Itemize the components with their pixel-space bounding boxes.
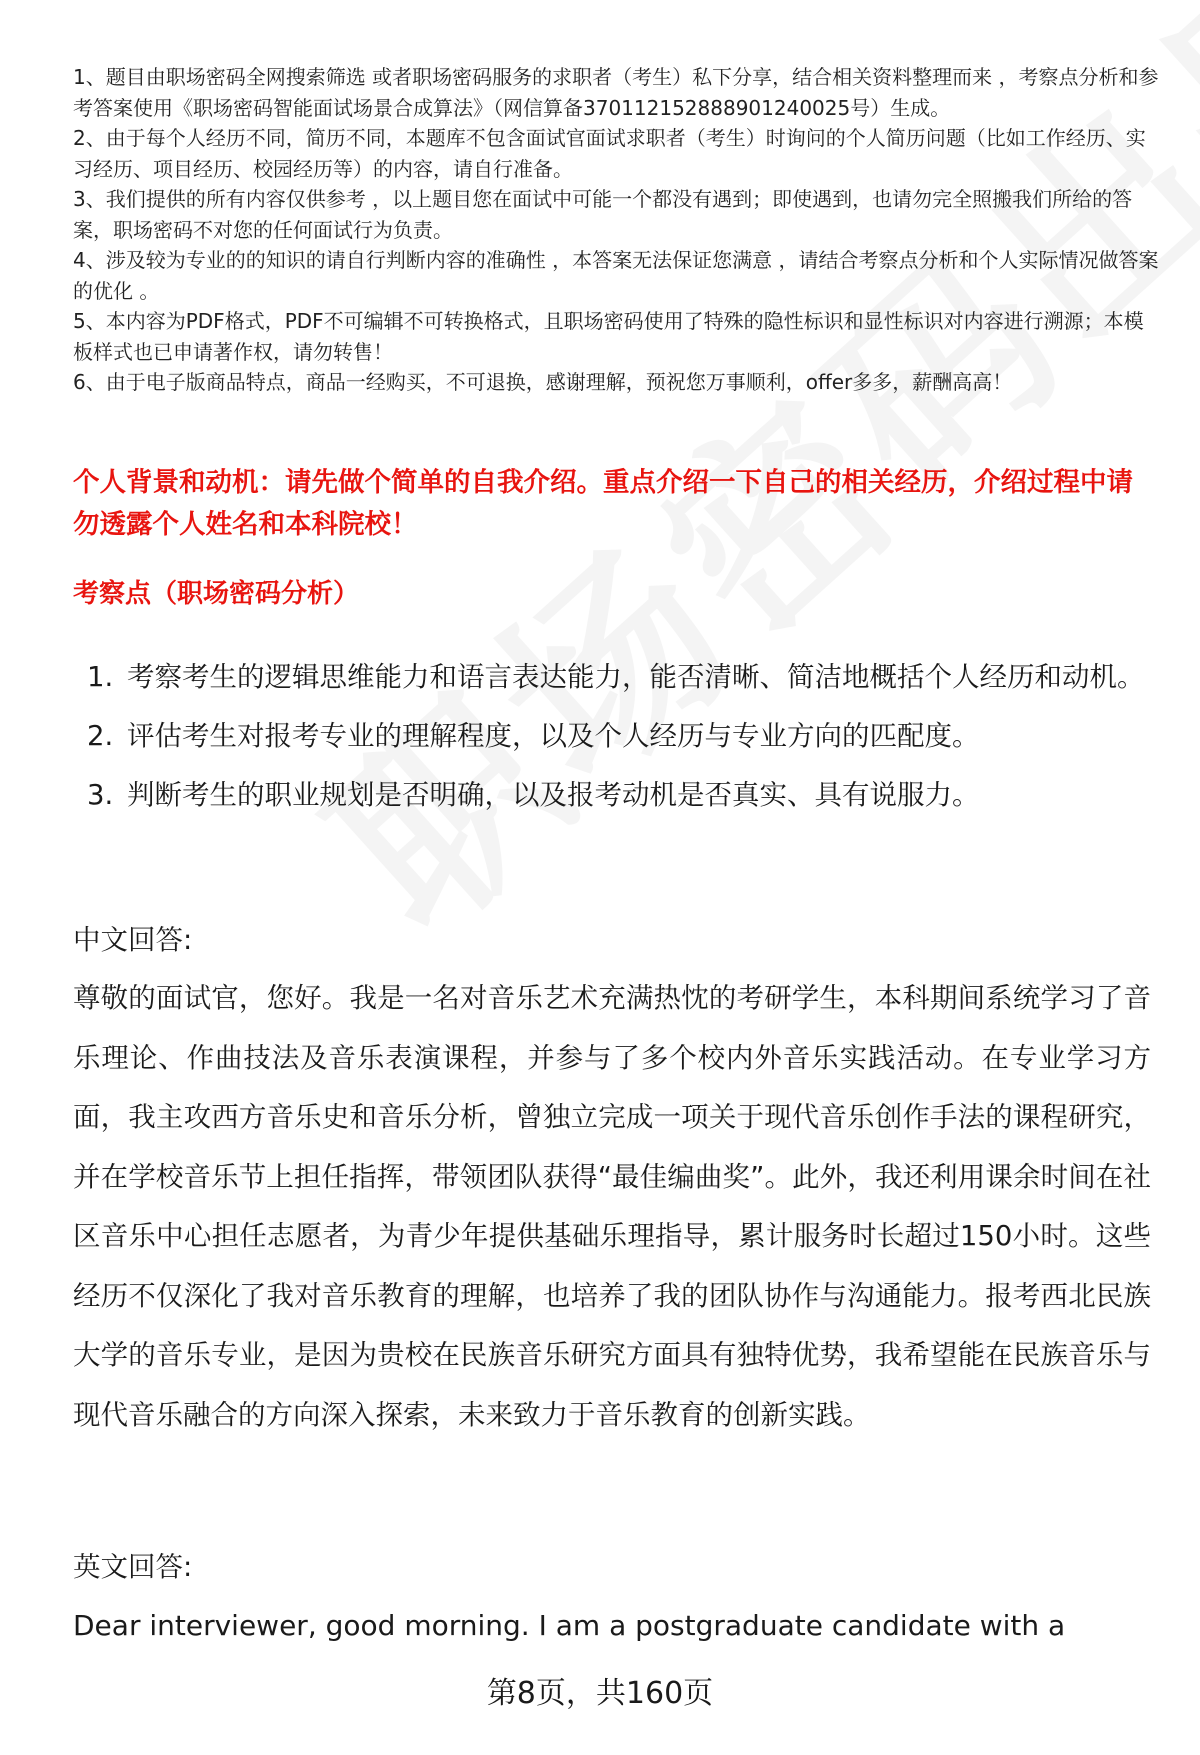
english-answer-text: Dear interviewer, good morning. I am a postgraduate candidate with a bbox=[73, 1609, 1066, 1642]
point-number: 2. bbox=[87, 720, 114, 752]
point-number: 1. bbox=[87, 661, 114, 693]
point-text: 评估考生对报考专业的理解程度，以及个人经历与专业方向的匹配度。 bbox=[127, 720, 980, 752]
chinese-answer-text: 尊敬的面试官，您好。我是一名对音乐艺术充满热忱的考研学生，本科期间系统学习了音乐理论、作曲技法及音乐表演课程，并参与了多个校内外音乐实践活动。在专业学习方面，我主攻西方音乐史和音乐分析，曾独立完成一项关于现代音乐创作手法的课程研究，并在学校音乐节上担任指挥，带领团队获得“最佳编曲奖”。此外，我还利用课余时间在社区音乐中心担任志愿者，为青少年提供基础乐理指导，累计服务时长超过150小时。这些经历不仅深化了我对音乐教育的理解，也培养了我的团队协作与沟通能力。报考西北民族大学的音乐专业，是因为贵校在民族音乐研究方面具有独特优势，我希望能在民族音乐与现代音乐融合的方向深入探索，未来致力于音乐教育的创新实践。 bbox=[73, 982, 1151, 1431]
analysis-point bbox=[73, 648, 1153, 707]
interview-question: 个人背景和动机：请先做个简单的自我介绍。重点介绍一下自己的相关经历，介绍过程中请勿透露个人姓名和本科院校！ bbox=[73, 467, 1133, 540]
note-item: 1、题目由职场密码全网搜索筛选 或者职场密码服务的求职者（考生）私下分享，结合相关资料整理而来 ，考察点分析和参考答案使用《职场密码智能面试场景合成算法》（网信算备370112152888901240025号）生成。 bbox=[73, 65, 1159, 120]
point-text: 判断考生的职业规划是否明确，以及报考动机是否真实、具有说服力。 bbox=[127, 779, 980, 811]
chinese-answer-label: 中文回答: bbox=[73, 924, 193, 956]
note-item: 5、本内容为PDF格式，PDF不可编辑不可转换格式，且职场密码使用了特殊的隐性标识和显性标识对内容进行溯源；本模板样式也已申请著作权，请勿转售！ bbox=[73, 309, 1144, 364]
analysis-point bbox=[73, 707, 1153, 766]
point-number: 3. bbox=[87, 779, 114, 811]
disclaimer-notes bbox=[73, 62, 1163, 398]
english-answer-label: 英文回答: bbox=[73, 1551, 193, 1583]
note-item: 6、由于电子版商品特点，商品一经购买，不可退换，感谢理解，预祝您万事顺利，offer多多，薪酬高高！ bbox=[73, 370, 1013, 394]
page-indicator: 第8页，共160页 bbox=[486, 1676, 714, 1711]
analysis-points bbox=[73, 648, 1153, 825]
note-item: 3、我们提供的所有内容仅供参考 ，以上题目您在面试中可能一个都没有遇到；即使遇到，也请勿完全照搬我们所给的答案，职场密码不对您的任何面试行为负责。 bbox=[73, 187, 1133, 242]
note-item: 2、由于每个人经历不同，简历不同，本题库不包含面试官面试求职者（考生）时询问的个人简历问题（比如工作经历、实习经历、项目经历、校园经历等）的内容，请自行准备。 bbox=[73, 126, 1146, 181]
note-item: 4、涉及较为专业的的知识的请自行判断内容的准确性 ，本答案无法保证您满意 ，请结合考察点分析和个人实际情况做答案的优化 。 bbox=[73, 248, 1159, 303]
point-text: 考察考生的逻辑思维能力和语言表达能力，能否清晰、简洁地概括个人经历和动机。 bbox=[127, 661, 1145, 693]
analysis-point bbox=[73, 766, 1153, 825]
analysis-heading: 考察点（职场密码分析） bbox=[73, 579, 360, 609]
